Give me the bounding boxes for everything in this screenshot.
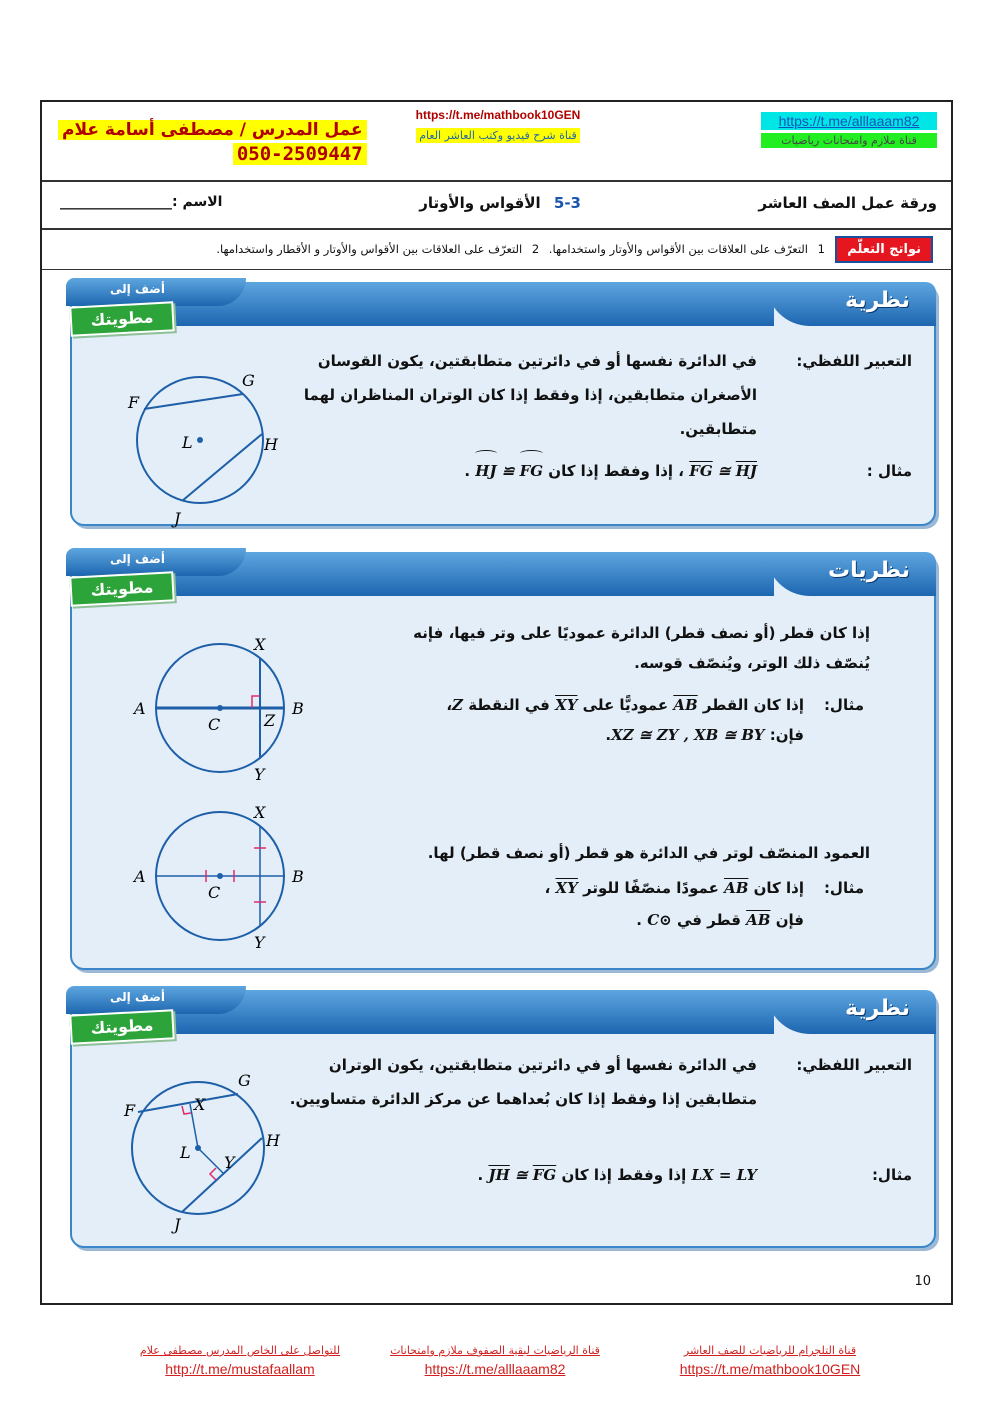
point-A: A	[134, 699, 146, 718]
point-H-3: H	[266, 1131, 280, 1150]
objective-1: التعرّف على العلاقات بين الأقواس والأوتار واستخدامها.	[548, 242, 809, 256]
point-Z: Z	[264, 711, 276, 730]
video-channel	[398, 108, 598, 143]
sheet-title: ورقة عمل الصف العاشر	[758, 194, 937, 212]
panel-1-verbal	[252, 344, 912, 446]
footer-col-1: قناة التلجرام للرياضيات للصف العاشر https://t.me/mathbook10GEN	[650, 1344, 890, 1377]
panel-2-title: نظريات	[766, 552, 936, 596]
header	[42, 102, 951, 182]
learning-objectives	[42, 230, 951, 270]
notes-channel	[761, 112, 937, 148]
notes-channel-link[interactable]: https://t.me/alllaaam82	[761, 112, 937, 130]
point-H: H	[264, 435, 278, 454]
page-frame	[40, 100, 953, 1305]
theorem-panel-3	[70, 990, 936, 1248]
point-G: G	[242, 371, 255, 390]
footer-link-3[interactable]: http://t.me/mustafaallam	[165, 1361, 315, 1377]
point-Y-2: Y	[254, 933, 265, 952]
panel-1-figure	[102, 364, 302, 528]
point-X: X	[254, 635, 266, 654]
objectives-text: 1 التعرّف على العلاقات بين الأقواس والأوتار واستخدامها. 2 التعرّف على العلاقات بين الأقواس والأوتار و الأقطار واستخدامها.	[216, 242, 825, 256]
point-X-3: X	[194, 1095, 206, 1114]
page-number: 10	[914, 1274, 931, 1289]
theorem-2a-text: إذا كان قطر (أو نصف قطر) الدائرة عموديًا على وتر فيها، فإنه يُنصّف ذلك الوتر، ويُنصّف قوسه.	[413, 624, 870, 672]
point-L: L	[182, 433, 193, 452]
theorem-2b-example: مثال: إذا كان AB عمودًا منصّفًا للوتر XY ، فإن AB قطر في ⊙C .	[544, 879, 864, 929]
lesson-number: 5-3	[553, 194, 581, 212]
author-phone: 050-2509447	[233, 143, 367, 165]
panel-3-figure	[98, 1070, 298, 1234]
footer-link-2[interactable]: https://t.me/alllaaam82	[424, 1361, 566, 1377]
point-F-3: F	[124, 1101, 136, 1120]
footer-col-3: للتواصل على الخاص المدرس مصطفى علام http://t.me/mustafaallam	[110, 1344, 370, 1377]
point-Y: Y	[254, 765, 265, 784]
theorem-panel-1	[70, 282, 936, 526]
objective-2: التعرّف على العلاقات بين الأقواس والأوتار و الأقطار واستخدامها.	[216, 242, 523, 256]
panel-3-verbal: التعبير اللفظي: في الدائرة نفسها أو في دائرتين متطابقتين، يكون الوتران متطابقين إذا وفقط إذا كان بُعداهما عن مركز الدائرة متساويين.	[289, 1056, 912, 1108]
point-Y-3: Y	[224, 1153, 235, 1172]
author-block	[58, 120, 367, 165]
video-channel-desc: قناة شرح فيديو وكتب العاشر العام	[416, 128, 580, 143]
author-name: عمل المدرس / مصطفى أسامة علام	[58, 120, 367, 140]
point-C: C	[208, 715, 221, 734]
point-A-2: A	[134, 867, 146, 886]
panel-2-figure-a	[122, 634, 322, 794]
example-label: مثال :	[866, 462, 912, 480]
title-bar	[42, 182, 951, 230]
verbal-label: التعبير اللفظي:	[796, 352, 912, 370]
video-channel-link[interactable]: https://t.me/mathbook10GEN	[415, 108, 581, 122]
verbal-text: في الدائرة نفسها أو في دائرتين متطابقتين، يكون القوسان الأصغران متطابقين، إذا وفقط إذا كان الوتران المناظران لهما متطابقين.	[303, 352, 757, 438]
foldable-badge-2: أضف إلى مطويتك	[66, 550, 186, 620]
point-J: J	[174, 509, 181, 528]
foldable-badge: أضف إلى مطويتك	[66, 280, 186, 350]
student-name-field[interactable]: الاسم :________________	[60, 194, 223, 210]
point-J-3: J	[174, 1215, 181, 1234]
point-X-2: X	[254, 803, 266, 822]
panel-1-title: نظرية	[766, 282, 936, 326]
panel-3-example: مثال: LX = LY إذا وفقط إذا كان JH ≅ FG .	[477, 1166, 912, 1184]
point-G-3: G	[238, 1071, 251, 1090]
lesson-title	[419, 194, 581, 212]
footer-col-2: قناة الرياضيات لبقية الصفوف ملازم وامتحانات https://t.me/alllaaam82	[360, 1344, 630, 1377]
panel-2-figure-b	[122, 802, 322, 962]
foldable-badge-3: أضف إلى مطويتك	[66, 988, 186, 1058]
lesson-name: الأقواس والأوتار	[419, 194, 541, 212]
theorem-panel-2	[70, 552, 936, 970]
point-F: F	[128, 393, 140, 412]
point-C-2: C	[208, 883, 221, 902]
point-B-2: B	[292, 867, 304, 886]
point-L-3: L	[180, 1143, 191, 1162]
objectives-badge: نواتج التعلّم	[835, 236, 933, 263]
panel-3-title: نظرية	[766, 990, 936, 1034]
panel-1-example: مثال : FG ≅ HJ ، إذا وفقط إذا كان FG ≅ HJ .	[392, 454, 912, 488]
point-B: B	[292, 699, 304, 718]
footer-link-1[interactable]: https://t.me/mathbook10GEN	[679, 1361, 861, 1377]
notes-channel-desc: قناة ملازم وامتحانات رياضيات	[761, 133, 937, 148]
theorem-2a-example: مثال: إذا كان القطر AB عموديًّا على XY في النقطة Z، فإن: XZ ≅ ZY , XB ≅ BY.	[446, 696, 864, 744]
theorem-2b-text: العمود المنصّف لوتر في الدائرة هو قطر (أو نصف قطر) لها.	[427, 844, 870, 862]
